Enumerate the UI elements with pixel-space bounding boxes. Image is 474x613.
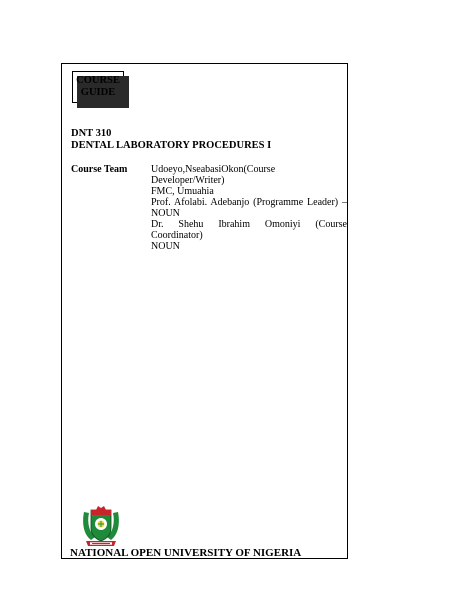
course-team-label: Course Team (71, 164, 128, 175)
team-member-line: NOUN (151, 208, 180, 219)
course-guide-box (72, 71, 124, 103)
university-name: NATIONAL OPEN UNIVERSITY OF NIGERIA (70, 547, 302, 559)
course-code: DNT 310 (71, 128, 112, 139)
course-guide-line-2: GUIDE (80, 87, 116, 98)
course-title: DENTAL LABORATORY PROCEDURES I (71, 140, 272, 151)
course-guide-line-1: COURSE (76, 75, 120, 86)
course-team-list (151, 164, 347, 252)
team-member-line: FMC, Umuahia (151, 186, 214, 197)
noun-crest-logo-icon (81, 504, 121, 550)
team-member-line: NOUN (151, 241, 180, 252)
team-member-line: Udoeyo,NseabasiOkon(Course Developer/Writer) (151, 164, 276, 186)
team-member-line: Dr. Shehu Ibrahim Omoniyi (Course Coordinator) (151, 219, 347, 241)
team-member-line: Prof. Afolabi. Adebanjo (Programme Leader) – (151, 197, 347, 208)
